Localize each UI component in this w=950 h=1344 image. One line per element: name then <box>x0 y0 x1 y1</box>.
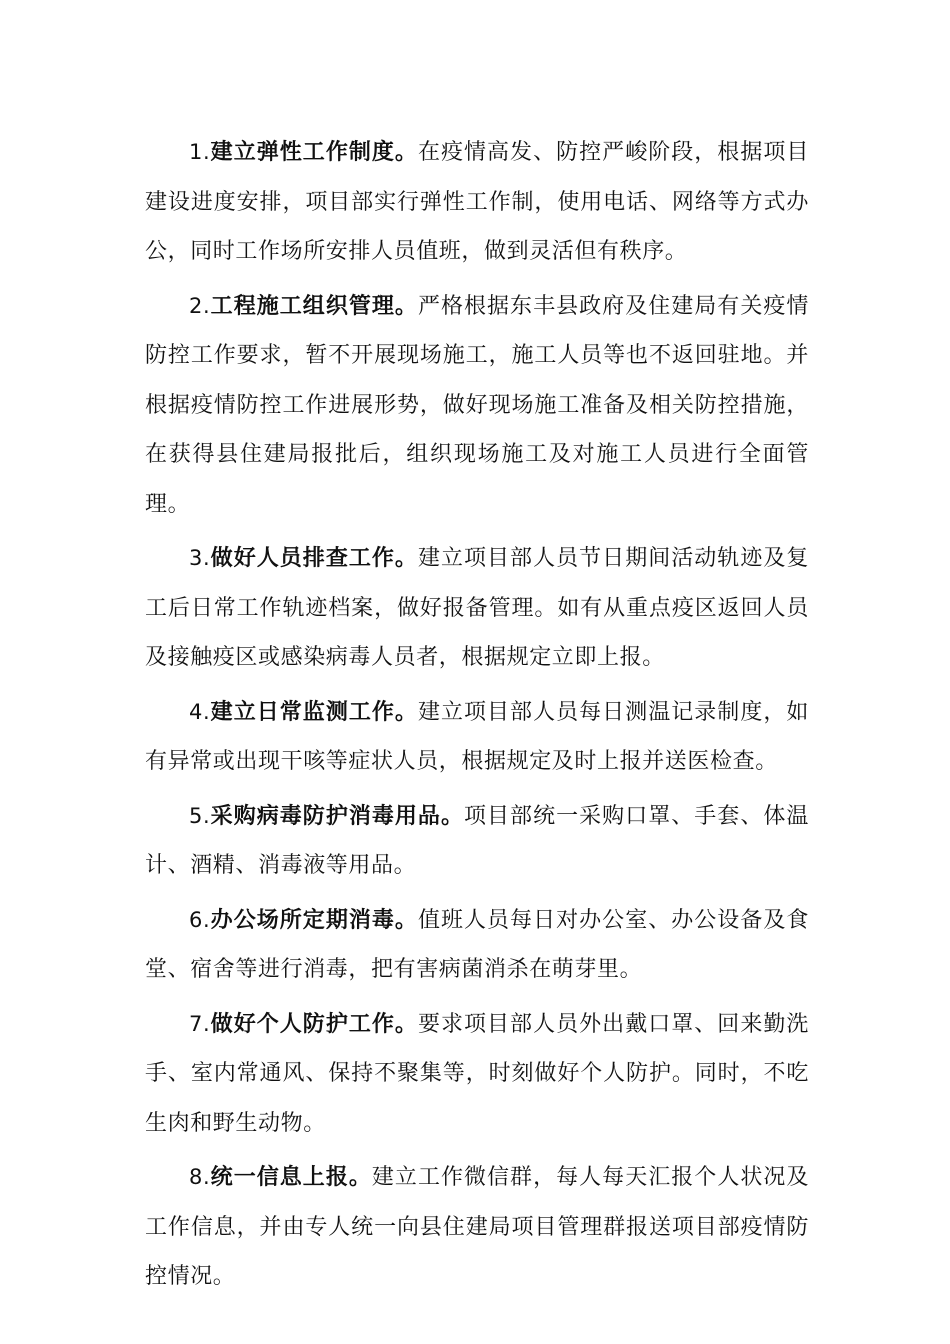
paragraph-7 <box>145 1000 809 1149</box>
item-heading: 建立日常监测工作。 <box>210 699 418 725</box>
item-heading: 采购病毒防护消毒用品。 <box>210 803 464 829</box>
paragraph-2 <box>145 282 809 530</box>
item-heading: 做好个人防护工作。 <box>210 1011 418 1037</box>
item-text: 在疫情高发、防控严峻阶段，根据项目建设进度安排，项目部实行弹性工作制，使用电话、网络等方式办公，同时工作场所安排人员值班，做到灵活但有秩序。 <box>145 140 809 264</box>
item-number: 6. <box>189 907 211 932</box>
item-heading: 办公场所定期消毒。 <box>210 907 418 933</box>
paragraph-8 <box>145 1153 809 1302</box>
item-number: 8. <box>189 1165 211 1189</box>
paragraph-5 <box>145 792 809 891</box>
item-text: 值班人员每日对办公室、办公设备及食堂、宿舍等进行消毒，把有害病菌消杀在萌芽里。 <box>145 907 809 982</box>
document-body <box>145 128 809 1307</box>
item-number: 3. <box>189 546 211 570</box>
item-text: 严格根据东丰县政府及住建局有关疫情防控工作要求，暂不开展现场施工，施工人员等也不返回驻地。并根据疫情防控工作进展形势，做好现场施工准备及相关防控措施，在获得县住建局报批后，组织现场施工及对施工人员进行全面管理。 <box>145 293 809 517</box>
item-text: 建立工作微信群，每人每天汇报个人状况及工作信息，并由专人统一向县住建局项目管理群报送项目部疫情防控情况。 <box>145 1165 810 1289</box>
item-heading: 建立弹性工作制度。 <box>210 140 418 165</box>
item-heading: 做好人员排查工作。 <box>210 546 418 571</box>
paragraph-1 <box>145 128 809 277</box>
paragraph-4 <box>145 688 809 787</box>
item-number: 5. <box>189 803 211 828</box>
item-text: 项目部统一采购口罩、手套、体温计、酒精、消毒液等用品。 <box>145 803 809 878</box>
item-heading: 工程施工组织管理。 <box>210 293 418 319</box>
item-number: 4. <box>189 699 211 724</box>
item-text: 建立项目部人员节日期间活动轨迹及复工后日常工作轨迹档案，做好报备管理。如有从重点疫区返回人员及接触疫区或感染病毒人员者，根据规定立即上报。 <box>145 546 809 670</box>
item-number: 7. <box>189 1011 211 1036</box>
item-text: 要求项目部人员外出戴口罩、回来勤洗手、室内常通风、保持不聚集等，时刻做好个人防护。同时，不吃生肉和野生动物。 <box>145 1011 809 1136</box>
item-number: 2. <box>189 293 211 318</box>
item-number: 1. <box>189 140 211 164</box>
paragraph-3 <box>145 534 809 683</box>
item-text: 建立项目部人员每日测温记录制度，如有异常或出现干咳等症状人员，根据规定及时上报并送医检查。 <box>145 699 809 774</box>
item-heading: 统一信息上报。 <box>210 1165 372 1190</box>
paragraph-6 <box>145 896 809 995</box>
